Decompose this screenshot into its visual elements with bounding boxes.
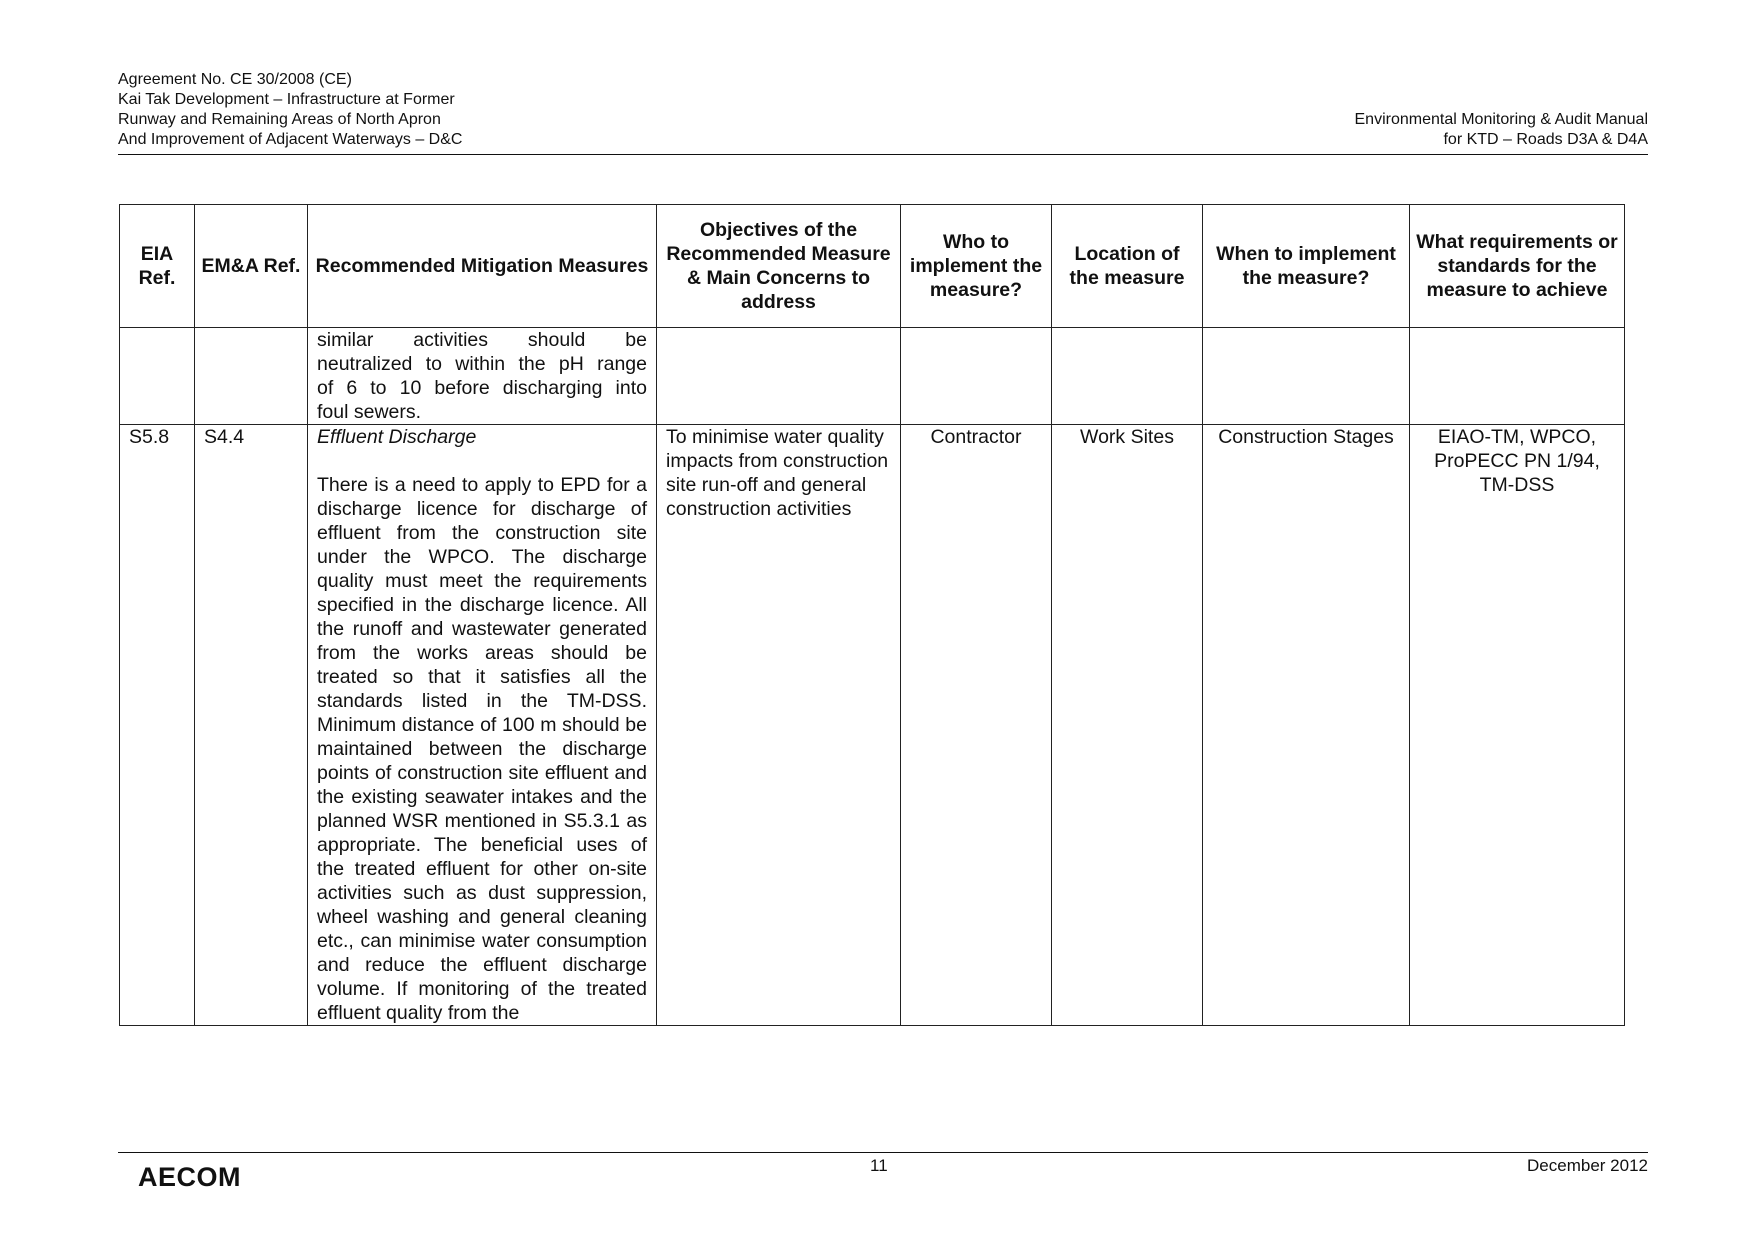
- header-manual-title: Environmental Monitoring & Audit Manual: [1354, 111, 1648, 128]
- continuation-line: neutralized to within the pH range: [317, 353, 647, 375]
- cell-eia-ref: S5.8: [120, 425, 195, 1026]
- header-project-line-3: And Improvement of Adjacent Waterways – D&C: [118, 131, 463, 148]
- footer-divider: [118, 1152, 1648, 1153]
- cell-location-empty: [1052, 328, 1203, 425]
- header-agreement-line: Agreement No. CE 30/2008 (CE): [118, 71, 352, 88]
- col-header-mitigation-measures: Recommended Mitigation Measures: [308, 205, 657, 328]
- col-header-objectives: Objectives of the Recommended Measure & Main Concerns to address: [657, 205, 901, 328]
- cell-ema-ref: S4.4: [195, 425, 308, 1026]
- cell-location: Work Sites: [1052, 425, 1203, 1026]
- col-header-ema-ref: EM&A Ref.: [195, 205, 308, 328]
- cell-objectives-empty: [657, 328, 901, 425]
- table-row-effluent-discharge: [120, 425, 1625, 1026]
- table-header-row: [120, 205, 1625, 328]
- footer-date: December 2012: [1527, 1156, 1648, 1175]
- continuation-line: of 6 to 10 before discharging into: [317, 377, 647, 399]
- cell-requirements-empty: [1410, 328, 1625, 425]
- cell-who-empty: [901, 328, 1052, 425]
- col-header-location: Location of the measure: [1052, 205, 1203, 328]
- header-project-line-2: Runway and Remaining Areas of North Apron: [118, 111, 441, 128]
- cell-ema-ref-empty: [195, 328, 308, 425]
- continuation-line: similar activities should be: [317, 329, 647, 351]
- page-number: 11: [870, 1156, 888, 1175]
- cell-objectives: To minimise water quality impacts from construction site run-off and general construction activities: [657, 425, 901, 1026]
- measure-spacer: [317, 449, 647, 473]
- mitigation-measures-table: [119, 204, 1625, 1026]
- header-project-line-1: Kai Tak Development – Infrastructure at Former: [118, 91, 455, 108]
- col-header-eia-ref: EIA Ref.: [120, 205, 195, 328]
- cell-when-empty: [1203, 328, 1410, 425]
- table-row-continuation: [120, 328, 1625, 425]
- aecom-logo: AECOM: [138, 1162, 241, 1192]
- cell-who: Contractor: [901, 425, 1052, 1026]
- col-header-when: When to implement the measure?: [1203, 205, 1410, 328]
- header-manual-subtitle: for KTD – Roads D3A & D4A: [1443, 131, 1648, 148]
- cell-eia-ref-empty: [120, 328, 195, 425]
- cell-measure-continuation: [308, 328, 657, 425]
- cell-when: Construction Stages: [1203, 425, 1410, 1026]
- header-divider: [118, 154, 1648, 155]
- continuation-line: foul sewers.: [317, 401, 422, 423]
- measure-title: Effluent Discharge: [317, 426, 477, 448]
- header-document-title: [1355, 110, 1649, 150]
- measure-description: There is a need to apply to EPD for a discharge licence for discharge of effluent from the construction site under the WPCO. The discharge quality must meet the requirements specified in the discharge licence. All the runoff and wastewater generated from the works areas should be treated so that it satisfies all the standards listed in the TM-DSS. Minimum distance of 100 m should be maintained between the discharge points of construction site effluent and the existing seawater intakes and the planned WSR mentioned in S5.3.1 as appropriate. The beneficial uses of the treated effluent for other on-site activities such as dust suppression, wheel washing and general cleaning etc., can minimise water consumption and reduce the effluent discharge volume. If monitoring of the treated effluent quality from the: [317, 474, 647, 1024]
- cell-requirements: EIAO-TM, WPCO, ProPECC PN 1/94, TM-DSS: [1410, 425, 1625, 1026]
- col-header-who: Who to implement the measure?: [901, 205, 1052, 328]
- header-project-info: [118, 70, 462, 150]
- col-header-requirements: What requirements or standards for the measure to achieve: [1410, 205, 1625, 328]
- cell-measure: [308, 425, 657, 1026]
